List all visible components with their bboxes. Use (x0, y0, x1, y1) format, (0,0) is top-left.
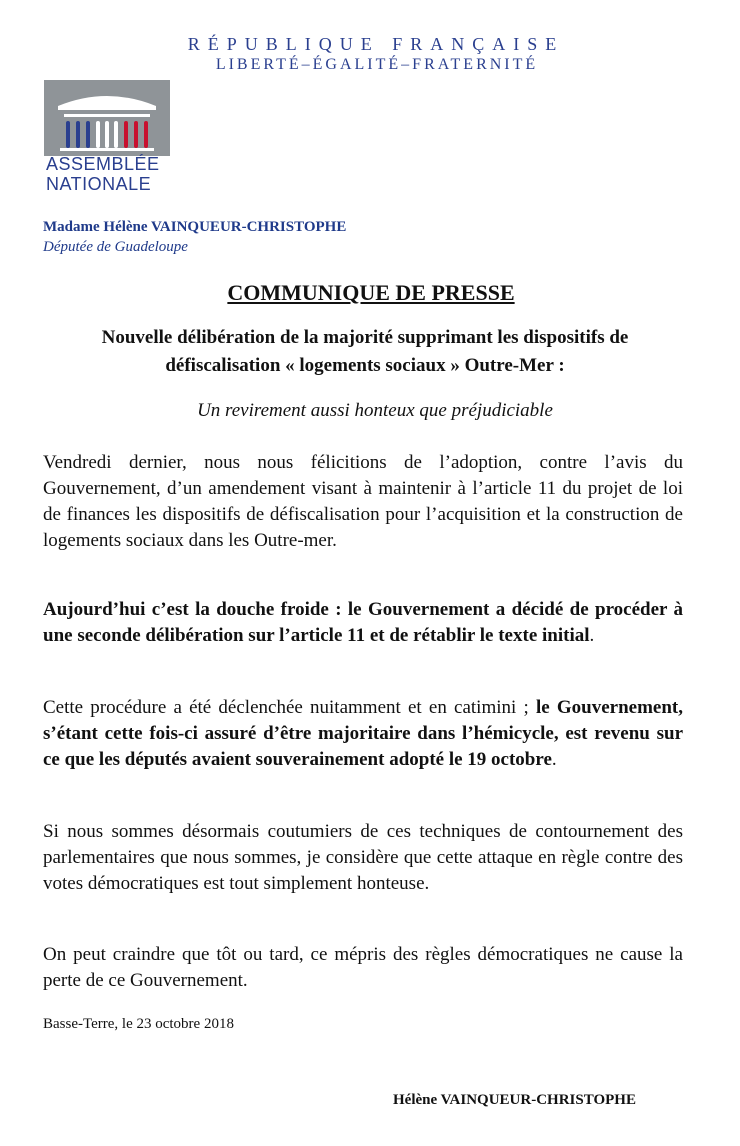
paragraph-1: Vendredi dernier, nous nous félicitions de l’adoption, contre l’avis du Gouvernement, d’un amendement visant à maintenir à l’article 11 du projet de loi de finances les dispositifs de défiscalisation pour l’acquisition et la construction de logements sociaux dans les Outre-mer. (43, 452, 683, 551)
paragraph-2-bold: Aujourd’hui c’est la douche froide : le Gouvernement a décidé de procéder à une seconde délibération sur l’article 11 et de rétablir le texte initial (43, 599, 683, 646)
paragraph-3-bold: le Gouvernement, s’étant cette fois-ci assuré d’être majoritaire dans l’hémicycle, est revenu sur ce que les députés avaient souverainement adopté le 19 octobre (43, 697, 683, 770)
paragraph-5: On peut craindre que tôt ou tard, ce mépris des règles démocratiques ne cause la perte de ce Gouvernement. (43, 944, 683, 991)
logo-text-nationale: NATIONALE (46, 174, 152, 194)
hemicycle-icon (44, 80, 170, 156)
headline-line-1: Nouvelle délibération de la majorité supprimant les dispositifs de (101, 327, 629, 348)
paragraph-3-end: . (551, 749, 557, 770)
deputy-role: Députée de Guadeloupe (43, 239, 188, 255)
place-date-line: Basse-Terre, le 23 octobre 2018 (43, 1016, 234, 1032)
assemblee-nationale-logo (44, 80, 172, 194)
headline-line-2: défiscalisation « logements sociaux » Outre-Mer : (165, 355, 565, 376)
logo-hemicycle-icon (44, 80, 170, 156)
paragraph-2-end: . (589, 625, 595, 646)
press-release-subtitle: Un revirement aussi honteux que préjudiciable (197, 400, 553, 421)
letterhead-devise: LIBERTÉ–ÉGALITÉ–FRATERNITÉ (215, 56, 539, 73)
paragraph-3-start: Cette procédure a été déclenchée nuitamment et en catimini ; (43, 697, 536, 718)
paragraph-2 (43, 597, 683, 649)
deputy-name: Madame Hélène VAINQUEUR-CHRISTOPHE (43, 219, 347, 235)
paragraph-3 (43, 695, 683, 773)
press-release-title: COMMUNIQUE DE PRESSE (227, 280, 515, 305)
logo-text-assemblee: ASSEMBLÉE (46, 154, 160, 174)
signature: Hélène VAINQUEUR-CHRISTOPHE (393, 1092, 636, 1108)
paragraph-4: Si nous sommes désormais coutumiers de ces techniques de contournement des parlementaires que nous sommes, je considère que cette attaque en règle contre des votes démocratiques est tout simplement honteuse. (43, 821, 683, 894)
press-release-headline (40, 324, 690, 380)
letterhead-republique: RÉPUBLIQUE FRANÇAISE (187, 34, 565, 54)
